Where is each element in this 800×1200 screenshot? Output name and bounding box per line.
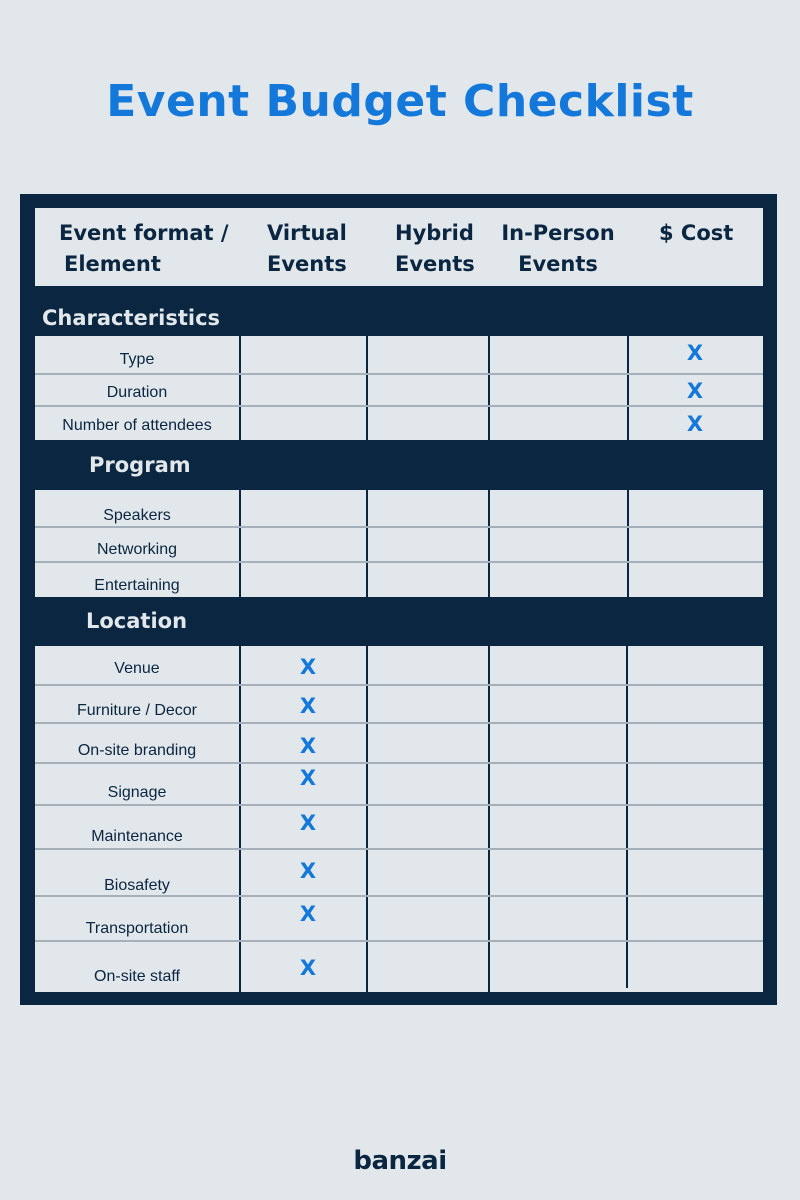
table-row-speakers: Speakers	[103, 507, 171, 524]
check-mark-virtual-onsite-staff: X	[299, 956, 317, 980]
table-row-attendees: Number of attendees	[62, 417, 212, 434]
column-header-virtual: Virtual Events	[267, 221, 347, 276]
table-row-transportation: Transportation	[85, 920, 189, 937]
table-row-maintenance: Maintenance	[91, 828, 183, 845]
check-mark-cost-duration: X	[686, 379, 704, 403]
check-mark-virtual-transportation: X	[299, 902, 317, 926]
check-mark-virtual-maintenance: X	[299, 811, 317, 835]
table-header	[35, 208, 763, 286]
brand-logo: banzai	[353, 1146, 447, 1176]
check-mark-virtual-furniture: X	[299, 694, 317, 718]
table-row-duration: Duration	[106, 384, 168, 401]
location-block	[35, 646, 763, 992]
table-row-furniture: Furniture / Decor	[76, 702, 198, 719]
table-row-type: Type	[119, 351, 155, 368]
check-mark-virtual-venue: X	[299, 655, 317, 679]
table-row-networking: Networking	[96, 541, 178, 558]
table-row-entertaining: Entertaining	[94, 577, 180, 594]
column-header-element: Event format / Element	[59, 221, 229, 276]
section-characteristics: Characteristics	[42, 306, 221, 330]
page-title: Event Budget Checklist	[106, 76, 694, 127]
check-mark-virtual-biosafety: X	[299, 859, 317, 883]
characteristics-block	[35, 336, 763, 440]
check-mark-virtual-signage: X	[299, 766, 317, 790]
check-mark-cost-attendees: X	[686, 412, 704, 436]
section-location: Location	[86, 609, 188, 633]
table-row-venue: Venue	[114, 660, 160, 677]
table-row-biosafety: Biosafety	[104, 877, 170, 894]
column-header-cost: $ Cost	[659, 221, 734, 245]
column-header-hybrid: Hybrid Events	[395, 221, 475, 276]
table-row-signage: Signage	[107, 784, 167, 801]
column-header-in-person: In-Person Events	[501, 221, 615, 276]
program-block	[35, 490, 763, 597]
section-program: Program	[89, 453, 191, 477]
check-mark-cost-type: X	[686, 341, 704, 365]
table-row-onsite-staff: On-site staff	[94, 968, 180, 985]
table-row-branding: On-site branding	[77, 742, 197, 759]
check-mark-virtual-branding: X	[299, 734, 317, 758]
